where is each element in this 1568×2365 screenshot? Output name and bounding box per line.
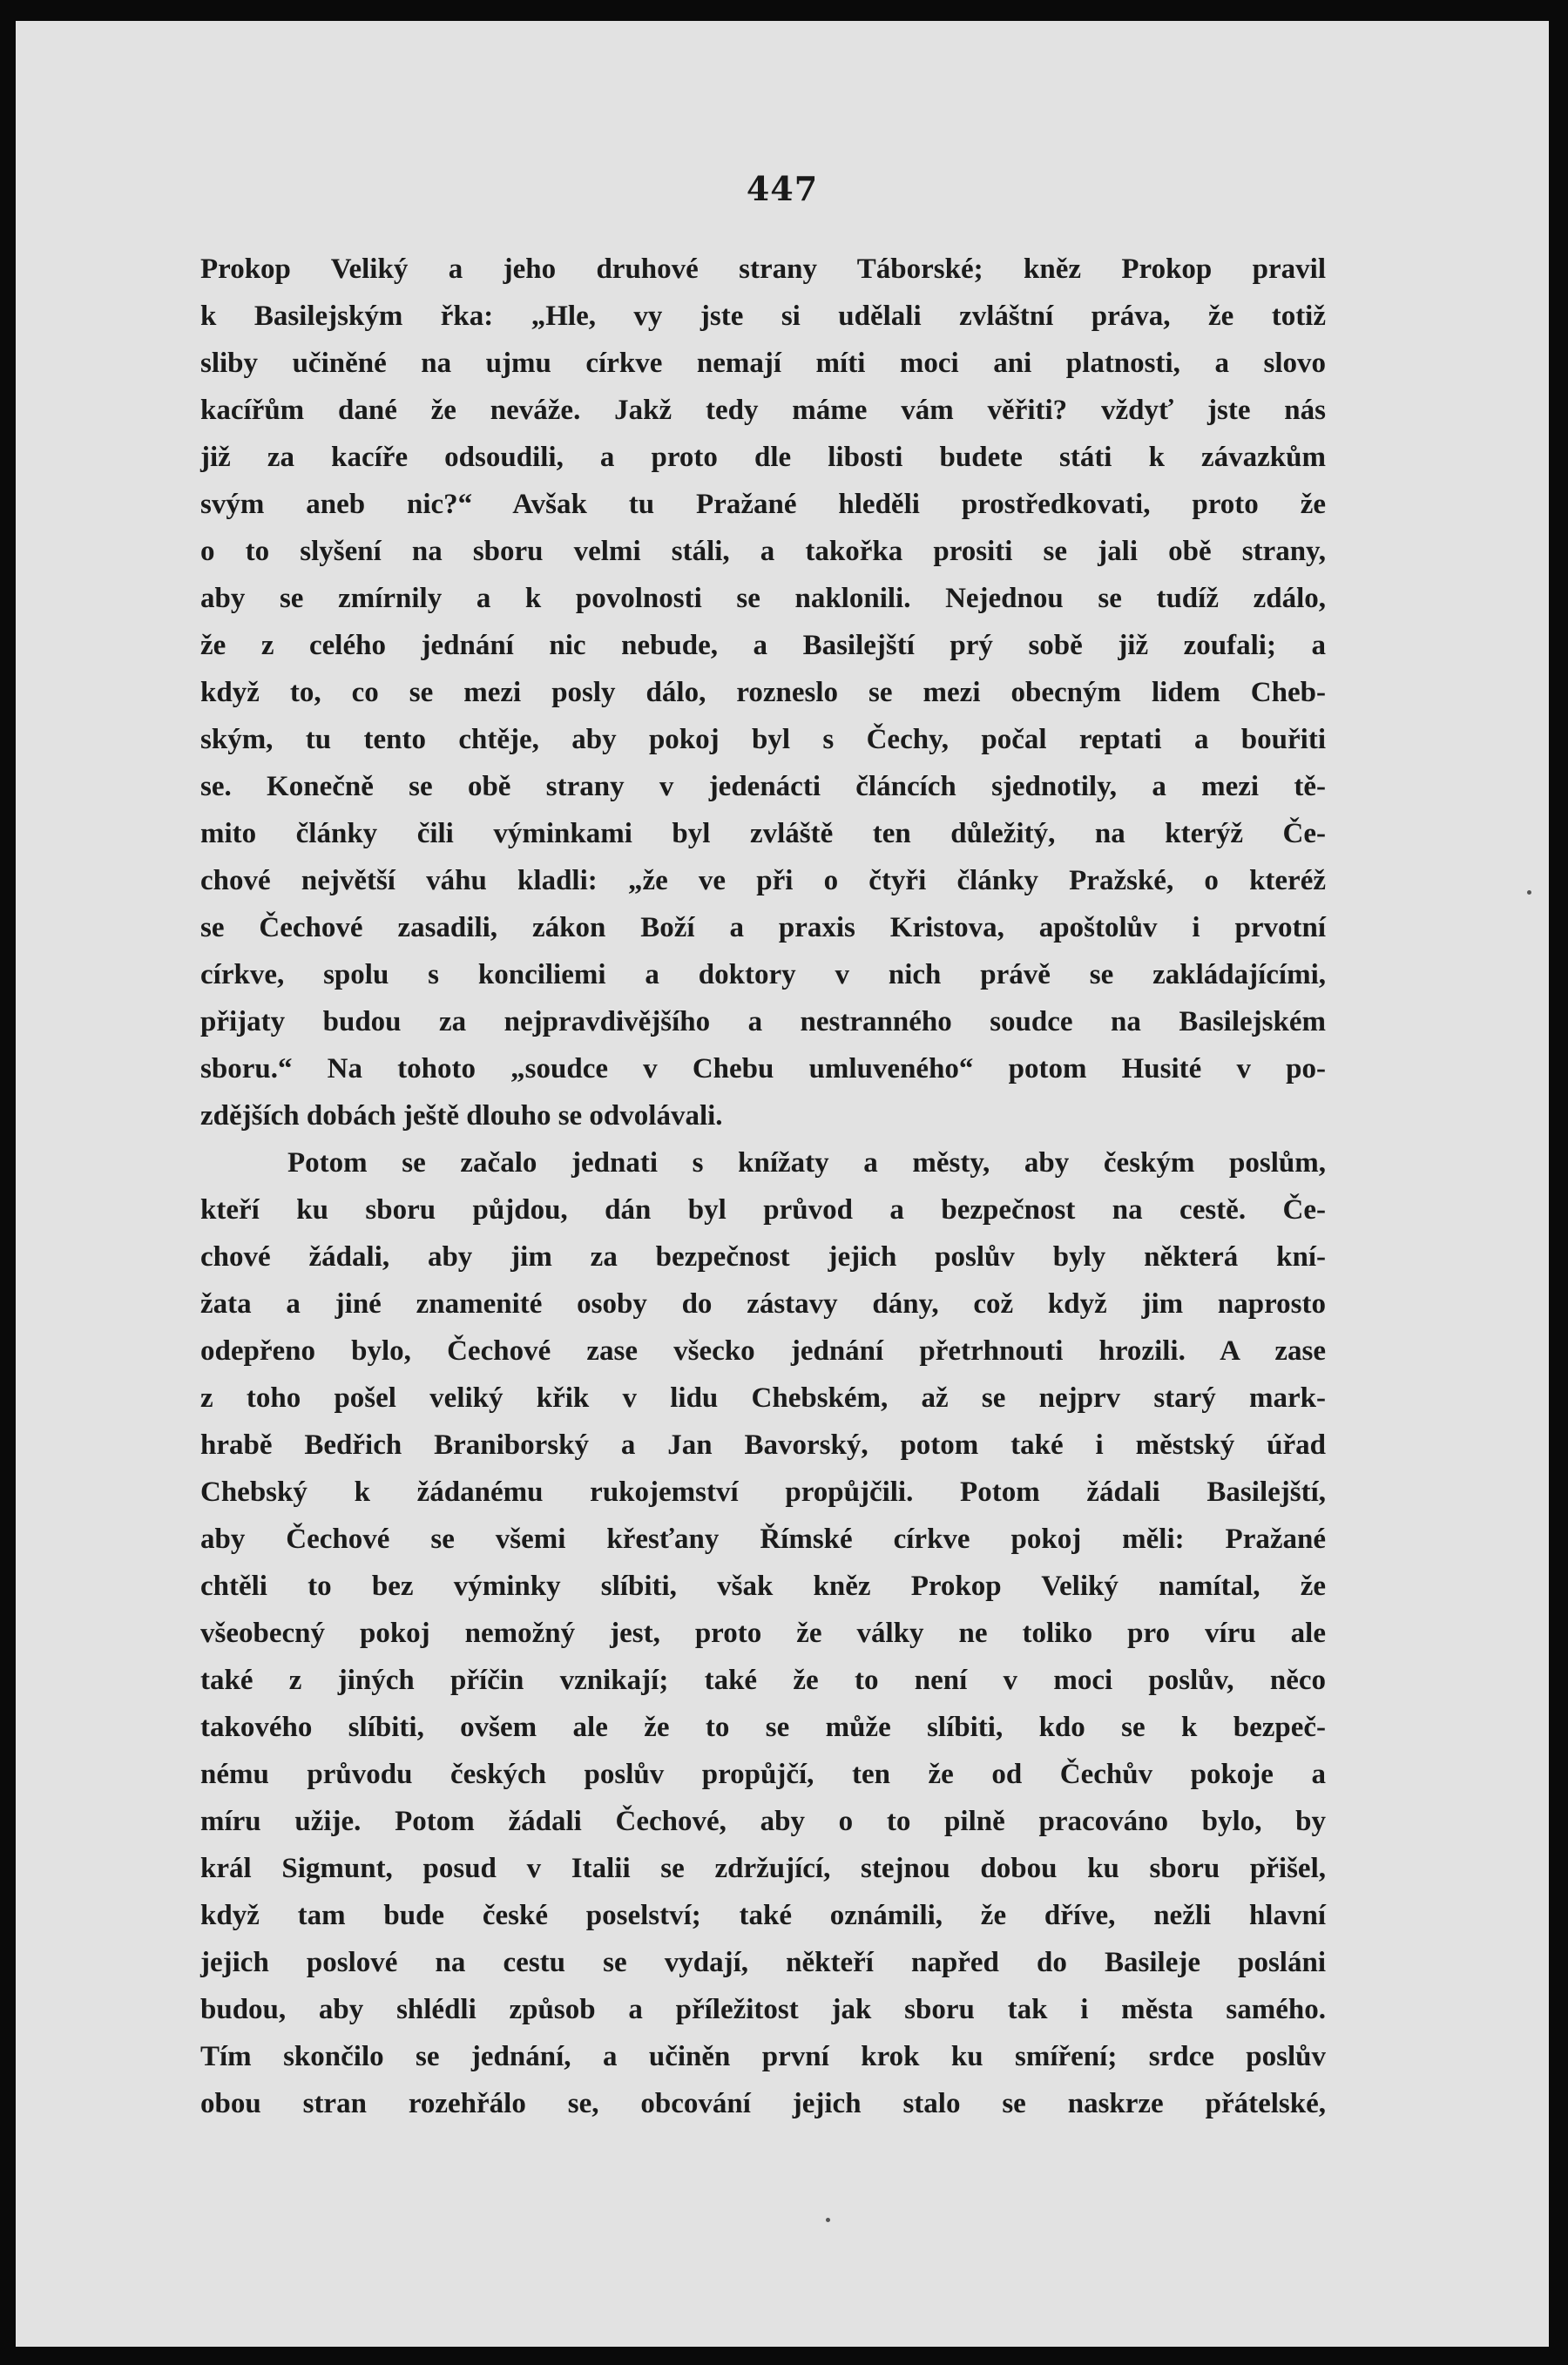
text-line: Potom se začalo jednati s knížaty a městy, aby českým poslům, — [287, 1147, 1326, 1179]
text-line: žata a jiné znamenité osoby do zástavy dány, což když jim naprosto — [200, 1288, 1326, 1320]
text-line: když tam bude české poselství; také oznámili, že dříve, nežli hlavní — [200, 1900, 1326, 1931]
text-line: o to slyšení na sboru velmi stáli, a takořka prositi se jali obě strany, — [200, 536, 1326, 567]
text-line: k Basilejským řka: „Hle, vy jste si udělali zvláštní práva, že totiž — [200, 301, 1326, 332]
page-number: 447 — [746, 169, 819, 208]
text-line: ským, tu tento chtěje, aby pokoj byl s Čechy, počal reptati a bouřiti — [200, 724, 1326, 755]
text-line: Chebský k žádanému rukojemství propůjčili. Potom žádali Basilejští, — [200, 1476, 1326, 1508]
text-line: mito články čili výminkami byl zvláště ten důležitý, na kterýž Če- — [200, 818, 1326, 849]
text-line: jejich poslové na cestu se vydají, někteří napřed do Basileje posláni — [200, 1947, 1326, 1978]
text-line: také z jiných příčin vznikají; také že to není v moci poslův, něco — [200, 1665, 1326, 1696]
text-line: se Čechové zasadili, zákon Boží a praxis Kristova, apoštolův i prvotní — [200, 912, 1326, 943]
text-line: kacířům dané že neváže. Jakž tedy máme vám věřiti? vždyť jste nás — [200, 395, 1326, 426]
text-line: již za kacíře odsoudili, a proto dle libosti budete státi k závazkům — [200, 442, 1326, 473]
paragraph-1 — [200, 246, 1326, 1139]
text-line: se. Konečně se obě strany v jedenácti článcích sjednotily, a mezi tě- — [200, 771, 1326, 802]
text-line: že z celého jednání nic nebude, a Basilejští prý sobě již zoufali; a — [200, 630, 1326, 661]
text-line: Tím skončilo se jednání, a učiněn první krok ku smíření; srdce poslův — [200, 2041, 1326, 2072]
text-line: aby Čechové se všemi křesťany Římské církve pokoj měli: Pražané — [200, 1524, 1326, 1555]
book-page — [16, 21, 1549, 2347]
text-line: když to, co se mezi posly dálo, rozneslo se mezi obecným lidem Cheb- — [200, 677, 1326, 708]
text-line: aby se zmírnily a k povolnosti se naklonili. Nejednou se tudíž zdálo, — [200, 583, 1326, 614]
text-line: všeobecný pokoj nemožný jest, proto že války ne toliko pro víru ale — [200, 1618, 1326, 1649]
text-line: budou, aby shlédli způsob a příležitost jak sboru tak i města samého. — [200, 1994, 1326, 2025]
print-speck — [826, 2218, 830, 2222]
text-line: chové žádali, aby jim za bezpečnost jejich poslův byly některá kní- — [200, 1241, 1326, 1273]
text-line: hrabě Bedřich Braniborský a Jan Bavorský, potom také i městský úřad — [200, 1429, 1326, 1461]
text-line: Prokop Veliký a jeho druhové strany Táborské; kněz Prokop pravil — [200, 253, 1326, 285]
text-line: církve, spolu s konciliemi a doktory v nich právě se zakládajícími, — [200, 959, 1326, 990]
paragraph-2 — [200, 1139, 1326, 2127]
text-line: chtěli to bez výminky slíbiti, však kněz Prokop Veliký namítal, že — [200, 1571, 1326, 1602]
text-line: přijaty budou za nejpravdivějšího a nestranného soudce na Basilejském — [200, 1006, 1326, 1037]
text-line: chové největší váhu kladli: „že ve při o čtyři články Pražské, o kteréž — [200, 865, 1326, 896]
text-line: obou stran rozehřálo se, obcování jejich stalo se naskrze přátelské, — [200, 2088, 1326, 2119]
text-line: odepřeno bylo, Čechové zase všecko jednání přetrhnouti hrozili. A zase — [200, 1335, 1326, 1367]
text-line: z toho pošel veliký křik v lidu Chebském, až se nejprv starý mark- — [200, 1382, 1326, 1414]
text-line: míru užije. Potom žádali Čechové, aby o to pilně pracováno bylo, by — [200, 1806, 1326, 1837]
text-line: sboru.“ Na tohoto „soudce v Chebu umluveného“ potom Husité v po- — [200, 1053, 1326, 1085]
text-line: zdějších dobách ještě dlouho se odvolávali. — [200, 1100, 723, 1132]
text-line: sliby učiněné na ujmu církve nemají míti moci ani platnosti, a slovo — [200, 348, 1326, 379]
text-line: takového slíbiti, ovšem ale že to se může slíbiti, kdo se k bezpeč- — [200, 1712, 1326, 1743]
body-text — [200, 246, 1326, 2127]
text-line: nému průvodu českých poslův propůjčí, ten že od Čechův pokoje a — [200, 1759, 1326, 1790]
text-line: král Sigmunt, posud v Italii se zdržující, stejnou dobou ku sboru přišel, — [200, 1853, 1326, 1884]
print-speck — [1527, 890, 1531, 895]
text-line: svým aneb nic?“ Avšak tu Pražané hleděli prostředkovati, proto že — [200, 489, 1326, 520]
text-line: kteří ku sboru půjdou, dán byl průvod a bezpečnost na cestě. Če- — [200, 1194, 1326, 1226]
